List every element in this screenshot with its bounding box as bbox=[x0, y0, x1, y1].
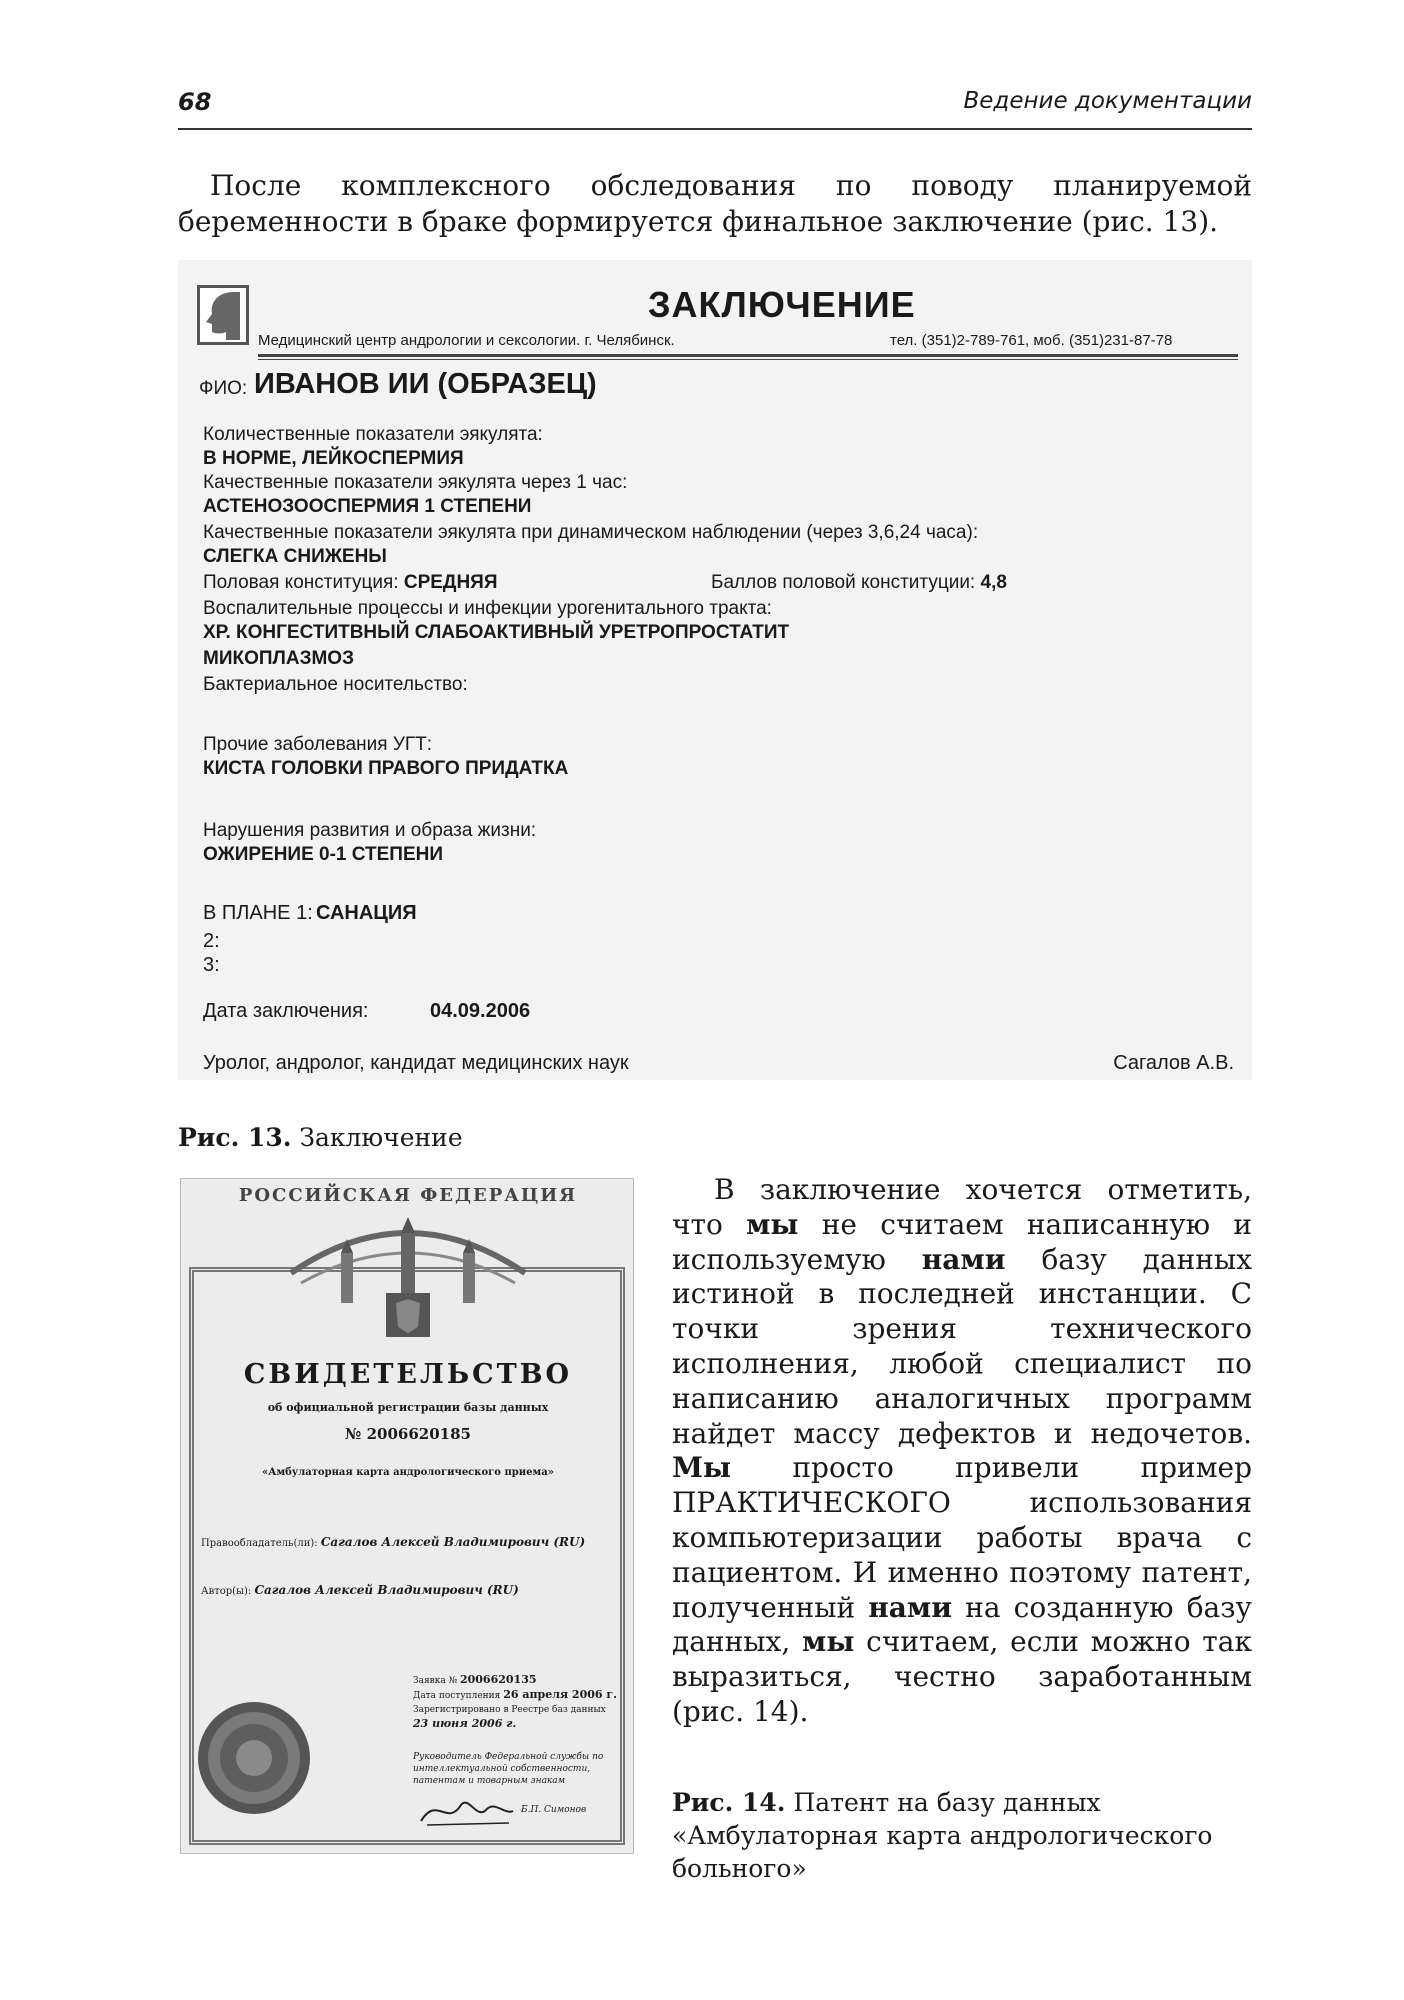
other-value: КИСТА ГОЛОВКИ ПРАВОГО ПРИДАТКА bbox=[203, 758, 569, 779]
title-rule-thin bbox=[258, 359, 1238, 360]
registered-label: Зарегистрировано в Реестре баз данных bbox=[413, 1705, 606, 1715]
date-label: Дата заключения: bbox=[203, 1000, 369, 1022]
author-label: Автор(ы): bbox=[201, 1586, 252, 1597]
figure-14-text: Патент на базу данных «Амбулаторная карта андрологического больного» bbox=[672, 1788, 1213, 1883]
figure-14-label: Рис. 14. bbox=[672, 1788, 786, 1817]
signature-icon bbox=[417, 1791, 517, 1831]
title-rule bbox=[258, 354, 1238, 357]
received-value: 26 апреля 2006 г. bbox=[503, 1688, 617, 1701]
app-label: Заявка № bbox=[413, 1676, 458, 1686]
certificate-subtitle: об официальной регистрации базы данных bbox=[267, 1401, 549, 1414]
certificate-application bbox=[413, 1673, 617, 1732]
received-label: Дата поступления bbox=[413, 1691, 501, 1701]
owner-value: Сагалов Алексей Владимирович (RU) bbox=[320, 1535, 586, 1549]
official-seal-icon bbox=[195, 1699, 313, 1817]
certificate-head: Руководитель Федеральной службы по интеллектуальной собственности, патентам и товарным знакам bbox=[413, 1752, 604, 1786]
lifestyle-value: ОЖИРЕНИЕ 0-1 СТЕПЕНИ bbox=[203, 844, 444, 865]
constitution-value: СРЕДНЯЯ bbox=[403, 572, 498, 593]
fio-value: ИВАНОВ ИИ (ОБРАЗЕЦ) bbox=[254, 368, 597, 400]
quant-label: Количественные показатели эякулята: bbox=[203, 424, 543, 445]
intro-paragraph: После комплексного обследования по поводу планируемой беременности в браке формируется финальное заключение (рис. 13). bbox=[178, 169, 1252, 238]
certificate-signer: Б.П. Симонов bbox=[521, 1805, 587, 1815]
dyn-label: Качественные показатели эякулята при динамическом наблюдении (через 3,6,24 часа): bbox=[203, 522, 979, 543]
plan-3: 3: bbox=[203, 954, 220, 976]
conclusion-figure bbox=[178, 260, 1252, 1080]
constitution-row bbox=[203, 572, 498, 594]
plan-value: САНАЦИЯ bbox=[316, 902, 417, 924]
running-header-title: Ведение документации bbox=[963, 88, 1252, 114]
infl-label: Воспалительные процессы и инфекции урогенитального тракта: bbox=[203, 598, 772, 619]
registered-value: 23 июня 2006 г. bbox=[413, 1717, 517, 1730]
owner-label: Правообладатель(ли): bbox=[201, 1538, 318, 1549]
other-label: Прочие заболевания УГТ: bbox=[203, 734, 433, 755]
clinic-phones: тел. (351)2-789-761, моб. (351)231-87-78 bbox=[890, 332, 1173, 349]
qual-label: Качественные показатели эякулята через 1 час: bbox=[203, 472, 628, 493]
signer-title: Уролог, андролог, кандидат медицинских наук bbox=[203, 1052, 629, 1074]
figure-13-label: Рис. 13. bbox=[178, 1123, 292, 1152]
certificate-title: СВИДЕТЕЛЬСТВО bbox=[243, 1359, 573, 1390]
side-paragraph: В заключение хочется отметить, что мы не считаем написанную и используемую нами базу данных истиной в последней инстанции. С точки зрения технического исполнения, любой специалист по написанию аналогичных программ найдет массу дефектов и недочетов. Мы просто привели пример ПРАКТИЧЕСКОГО использования компьютеризации работы врача с пациентом. И именно поэтому патент, полученный нами на созданную базу данных, мы считаем, если можно так выразиться, честно заработанным (рис. 14). bbox=[672, 1173, 1252, 1728]
quant-value: В НОРМЕ, ЛЕЙКОСПЕРМИЯ bbox=[203, 448, 464, 469]
plan-2: 2: bbox=[203, 930, 220, 952]
score-label: Баллов половой конституции: bbox=[711, 572, 976, 593]
score-value: 4,8 bbox=[980, 572, 1007, 593]
app-value: 2006620135 bbox=[459, 1673, 537, 1686]
plan-label: В ПЛАНЕ 1: bbox=[203, 902, 313, 924]
infl-value-1: ХР. КОНГЕСТИТВНЫЙ СЛАБОАКТИВНЫЙ УРЕТРОПРОСТАТИТ bbox=[203, 622, 790, 643]
certificate-author bbox=[201, 1583, 519, 1597]
bact-label: Бактериальное носительство: bbox=[203, 674, 468, 695]
page-number: 68 bbox=[178, 88, 212, 116]
certificate-image bbox=[180, 1178, 634, 1854]
kremlin-emblem-icon bbox=[281, 1213, 535, 1343]
signer-name: Сагалов А.В. bbox=[1113, 1052, 1234, 1074]
date-value: 04.09.2006 bbox=[430, 1000, 531, 1022]
constitution-label: Половая конституция: bbox=[203, 572, 399, 593]
infl-value-2: МИКОПЛАЗМОЗ bbox=[203, 648, 354, 669]
score-row bbox=[711, 572, 1007, 594]
clinic-name: Медицинский центр андрологии и сексологии. г. Челябинск. bbox=[258, 332, 675, 349]
dyn-value: СЛЕГКА СНИЖЕНЫ bbox=[203, 546, 387, 567]
fio-label: ФИО: bbox=[199, 378, 248, 399]
certificate-db-name: «Амбулаторная карта андрологического приема» bbox=[262, 1467, 554, 1478]
certificate-country: РОССИЙСКАЯ ФЕДЕРАЦИЯ bbox=[238, 1185, 578, 1206]
figure-14-caption bbox=[672, 1786, 1252, 1885]
figure-13-text: Заключение bbox=[299, 1123, 463, 1152]
header-rule bbox=[178, 128, 1252, 130]
lifestyle-label: Нарушения развития и образа жизни: bbox=[203, 820, 537, 841]
author-value: Сагалов Алексей Владимирович (RU) bbox=[254, 1583, 519, 1597]
qual-value: АСТЕНОЗООСПЕРМИЯ 1 СТЕПЕНИ bbox=[203, 496, 532, 517]
conclusion-title: ЗАКЛЮЧЕНИЕ bbox=[648, 284, 916, 325]
clinic-logo-icon bbox=[197, 285, 249, 345]
certificate-number: № 2006620185 bbox=[345, 1425, 471, 1443]
figure-13-caption bbox=[178, 1123, 463, 1152]
certificate-owner bbox=[201, 1535, 585, 1549]
